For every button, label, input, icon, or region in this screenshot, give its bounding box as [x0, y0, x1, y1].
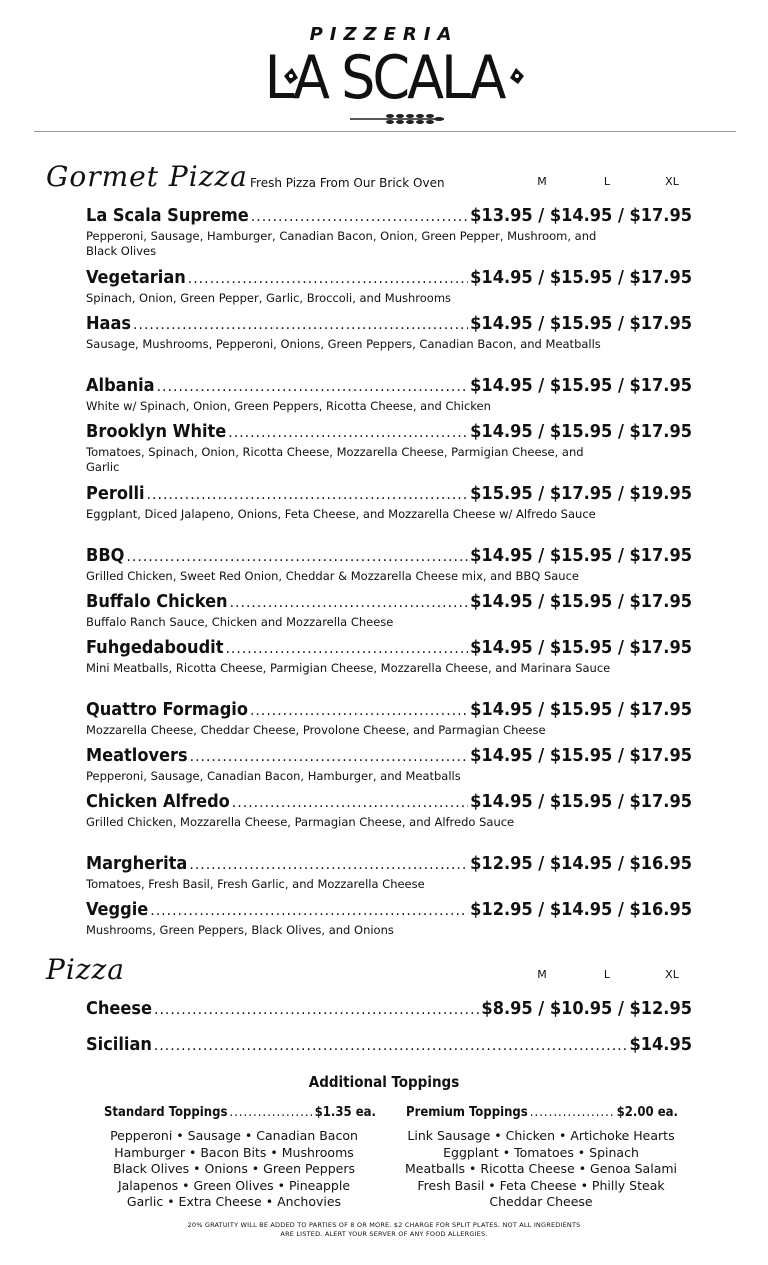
menu-item — [86, 545, 692, 584]
item-name: Albania — [86, 375, 155, 396]
size-header-m: M — [537, 968, 547, 981]
size-header-l: L — [603, 968, 611, 981]
menu-item — [86, 998, 692, 1024]
topping-line: Link Sausage • Chicken • Artichoke Hearts — [407, 1128, 675, 1143]
topping-line: Hamburger • Bacon Bits • Mushrooms — [114, 1144, 354, 1160]
premium-toppings-header — [406, 1105, 678, 1120]
topping-line: Fresh Basil • Feta Cheese • Philly Steak — [417, 1177, 665, 1193]
dot-leader — [225, 641, 468, 657]
dot-leader — [188, 271, 468, 287]
menu-item — [86, 205, 692, 259]
menu-item — [86, 899, 692, 938]
topping-line: Eggplant • Tomatoes • Spinach — [443, 1144, 639, 1160]
topping-line: Black Olives • Onions • Green Peppers — [113, 1161, 355, 1176]
dot-leader — [530, 1105, 615, 1120]
menu-item — [86, 267, 692, 306]
dot-leader — [232, 795, 468, 811]
item-description: Grilled Chicken, Mozzarella Cheese, Parmagian Cheese, and Alfredo Sauce — [86, 815, 515, 829]
item-name: Haas — [86, 313, 132, 334]
dot-leader — [190, 749, 469, 765]
item-price: $8.95 / $10.95 / $12.95 — [481, 998, 692, 1019]
item-name: BBQ — [86, 545, 125, 566]
item-name: Meatlovers — [86, 745, 188, 766]
standard-toppings-label: Standard Toppings — [104, 1105, 228, 1120]
item-description: Buffalo Ranch Sauce, Chicken and Mozzarella Cheese — [86, 615, 394, 629]
dot-leader — [251, 209, 468, 225]
item-name: Brooklyn White — [86, 421, 227, 442]
item-price: $12.95 / $14.95 / $16.95 — [470, 853, 692, 874]
item-name: Veggie — [86, 899, 149, 920]
menu-item — [86, 591, 692, 630]
menu-item — [86, 483, 692, 522]
item-price: $14.95 / $15.95 / $17.95 — [470, 375, 692, 396]
item-price: $14.95 / $15.95 / $17.95 — [470, 421, 692, 442]
item-description: Sausage, Mushrooms, Pepperoni, Onions, Green Peppers, Canadian Bacon, and Meatballs — [86, 337, 601, 351]
item-description: Spinach, Onion, Green Pepper, Garlic, Broccoli, and Mushrooms — [86, 291, 452, 305]
item-price: $12.95 / $14.95 / $16.95 — [470, 899, 692, 920]
dot-leader — [150, 903, 468, 919]
dot-leader — [157, 379, 469, 395]
premium-toppings-list — [398, 1128, 684, 1211]
item-name: Margherita — [86, 853, 188, 874]
size-header-m: M — [537, 175, 547, 188]
footnote: 20% GRATUITY WILL BE ADDED TO PARTIES OF 8 OR MORE. $2 CHARGE FOR SPLIT PLATES. NOT ALL INGREDIENTS ARE LISTED. ALERT YOUR SERVER OF ANY FOOD ALLERGIES. — [187, 1221, 581, 1238]
item-description: Mushrooms, Green Peppers, Black Olives, and Onions — [86, 923, 394, 937]
dot-leader — [154, 1002, 479, 1018]
item-price: $14.95 — [629, 1034, 692, 1055]
dot-leader — [154, 1038, 628, 1054]
premium-toppings-price: $2.00 ea. — [616, 1105, 678, 1120]
gourmet-section-subtitle: Fresh Pizza From Our Brick Oven — [250, 176, 445, 190]
topping-line: Jalapenos • Green Olives • Pineapple — [117, 1177, 351, 1193]
premium-toppings-label: Premium Toppings — [406, 1105, 528, 1120]
item-name: Cheese — [86, 998, 153, 1019]
pizza-section-title: Pizza — [46, 953, 125, 986]
item-description: Pepperoni, Sausage, Hamburger, Canadian Bacon, Onion, Green Pepper, Mushroom, and Black Olives — [86, 229, 597, 258]
item-description: Eggplant, Diced Jalapeno, Onions, Feta Cheese, and Mozzarella Cheese w/ Alfredo Sauce — [86, 507, 596, 521]
wheat-icon — [350, 112, 446, 126]
leaf-right-icon — [508, 64, 526, 86]
item-name: Fuhgedaboudit — [86, 637, 224, 658]
topping-line: Cheddar Cheese — [489, 1194, 593, 1209]
topping-line: Pepperoni • Sausage • Canadian Bacon — [110, 1128, 358, 1143]
size-header-xl: XL — [665, 175, 679, 188]
size-header-l: L — [603, 175, 611, 188]
item-name: Quattro Formagio — [86, 699, 248, 720]
item-price: $14.95 / $15.95 / $17.95 — [470, 699, 692, 720]
dot-leader — [147, 487, 469, 503]
item-name: Vegetarian — [86, 267, 186, 288]
item-price: $14.95 / $15.95 / $17.95 — [470, 267, 692, 288]
menu-item — [86, 745, 692, 784]
standard-toppings-list — [96, 1128, 372, 1211]
menu-item — [86, 853, 692, 892]
item-description: Tomatoes, Fresh Basil, Fresh Garlic, and Mozzarella Cheese — [86, 877, 425, 891]
item-description: Tomatoes, Spinach, Onion, Ricotta Cheese, Mozzarella Cheese, Parmigian Cheese, and Garlic — [86, 445, 584, 474]
item-description: Mozzarella Cheese, Cheddar Cheese, Provolone Cheese, and Parmagian Cheese — [86, 723, 546, 737]
item-description: Grilled Chicken, Sweet Red Onion, Cheddar & Mozzarella Cheese mix, and BBQ Sauce — [86, 569, 579, 583]
item-name: Buffalo Chicken — [86, 591, 228, 612]
item-price: $14.95 / $15.95 / $17.95 — [470, 545, 692, 566]
dot-leader — [133, 317, 468, 333]
standard-toppings-header — [104, 1105, 376, 1120]
item-price: $15.95 / $17.95 / $19.95 — [470, 483, 692, 504]
size-header-xl: XL — [665, 968, 679, 981]
standard-toppings-price: $1.35 ea. — [314, 1105, 376, 1120]
menu-item — [86, 1034, 692, 1060]
item-price: $14.95 / $15.95 / $17.95 — [470, 745, 692, 766]
dot-leader — [229, 1105, 312, 1120]
item-description: Mini Meatballs, Ricotta Cheese, Parmigian Cheese, Mozzarella Cheese, and Marinara Sauce — [86, 661, 611, 675]
header-divider — [34, 131, 736, 132]
dot-leader — [126, 549, 468, 565]
menu-header — [0, 0, 768, 132]
item-price: $14.95 / $15.95 / $17.95 — [470, 637, 692, 658]
menu-item — [86, 699, 692, 738]
dot-leader — [189, 857, 468, 873]
item-name: La Scala Supreme — [86, 205, 249, 226]
item-description: Pepperoni, Sausage, Canadian Bacon, Hamburger, and Meatballs — [86, 769, 461, 783]
dot-leader — [250, 703, 468, 719]
toppings-title: Additional Toppings — [308, 1073, 460, 1091]
dot-leader — [230, 595, 469, 611]
menu-item — [86, 375, 692, 414]
item-name: Sicilian — [86, 1034, 152, 1055]
item-description: White w/ Spinach, Onion, Green Peppers, Ricotta Cheese, and Chicken — [86, 399, 491, 413]
item-name: Chicken Alfredo — [86, 791, 230, 812]
brand-logo: LA SCALA — [264, 43, 504, 113]
item-name: Perolli — [86, 483, 145, 504]
gourmet-section-title: Gormet Pizza — [46, 160, 248, 193]
menu-item — [86, 313, 692, 352]
item-price: $14.95 / $15.95 / $17.95 — [470, 313, 692, 334]
topping-line: Garlic • Extra Cheese • Anchovies — [126, 1194, 342, 1209]
item-price: $14.95 / $15.95 / $17.95 — [470, 591, 692, 612]
dot-leader — [228, 425, 468, 441]
brand-subtitle: PIZZERIA — [309, 24, 459, 45]
item-price: $14.95 / $15.95 / $17.95 — [470, 791, 692, 812]
topping-line: Meatballs • Ricotta Cheese • Genoa Salami — [404, 1161, 678, 1176]
item-price: $13.95 / $14.95 / $17.95 — [470, 205, 692, 226]
menu-item — [86, 637, 692, 676]
menu-item — [86, 791, 692, 830]
menu-item — [86, 421, 692, 475]
